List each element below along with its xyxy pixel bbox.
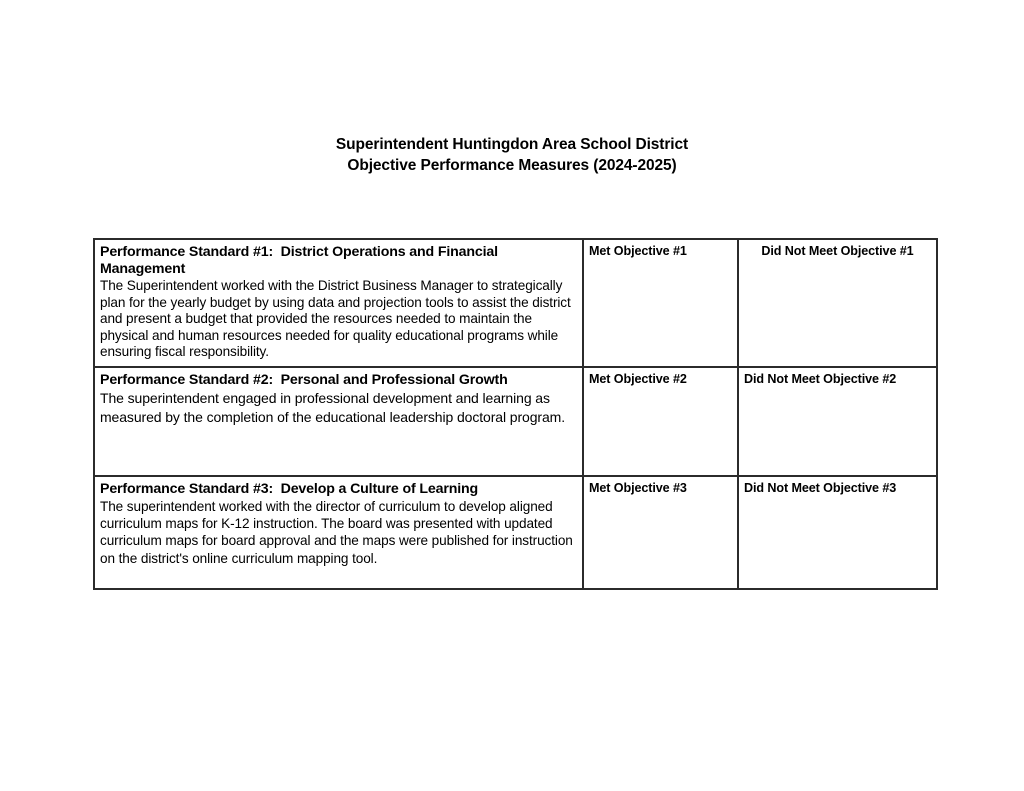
met-objective-cell-3[interactable] <box>583 476 738 589</box>
standard-cell-2 <box>94 367 583 476</box>
page-title-line-2: Objective Performance Measures (2024-2025) <box>347 157 677 174</box>
not-met-objective-label-2: Did Not Meet Objective #2 <box>744 371 897 386</box>
page-title <box>0 134 1024 176</box>
performance-measures-table <box>93 238 938 590</box>
standard-heading-3: Performance Standard #3: Develop a Culture of Learning <box>100 480 479 497</box>
not-met-objective-cell-3[interactable] <box>738 476 937 589</box>
standard-body-2: The superintendent engaged in professional development and learning as measured by the completion of the educational leadership doctoral program. <box>100 389 565 426</box>
table-row <box>94 476 937 589</box>
met-objective-label-3: Met Objective #3 <box>589 480 687 495</box>
standard-cell-1 <box>94 239 583 367</box>
standard-heading-1: Performance Standard #1: District Operations and Financial Management <box>100 244 502 277</box>
table-row <box>94 367 937 476</box>
page-title-line-1: Superintendent Huntingdon Area School District <box>335 136 689 153</box>
met-objective-label-1: Met Objective #1 <box>589 244 687 258</box>
met-objective-cell-2[interactable] <box>583 367 738 476</box>
table-row <box>94 239 937 367</box>
not-met-objective-label-1: Did Not Meet Objective #1 <box>761 244 914 258</box>
standard-body-3: The superintendent worked with the director of curriculum to develop aligned curriculum maps for K-12 instruction. The board was presented with updated curriculum maps for board approval and the maps were published for instruction on the district's online curriculum mapping tool. <box>100 498 573 566</box>
standard-heading-2: Performance Standard #2: Personal and Professional Growth <box>100 371 508 388</box>
standard-body-1: The Superintendent worked with the District Business Manager to strategically plan for the yearly budget by using data and projection tools to assist the district and present a budget that provided the resources needed to maintain the physical and human resources needed for quality educational programs while ensuring fiscal responsibility. <box>100 278 571 360</box>
standard-cell-3 <box>94 476 583 589</box>
met-objective-label-2: Met Objective #2 <box>589 371 687 386</box>
not-met-objective-label-3: Did Not Meet Objective #3 <box>744 480 897 495</box>
met-objective-cell-1[interactable] <box>583 239 738 367</box>
not-met-objective-cell-1[interactable] <box>738 239 937 367</box>
not-met-objective-cell-2[interactable] <box>738 367 937 476</box>
